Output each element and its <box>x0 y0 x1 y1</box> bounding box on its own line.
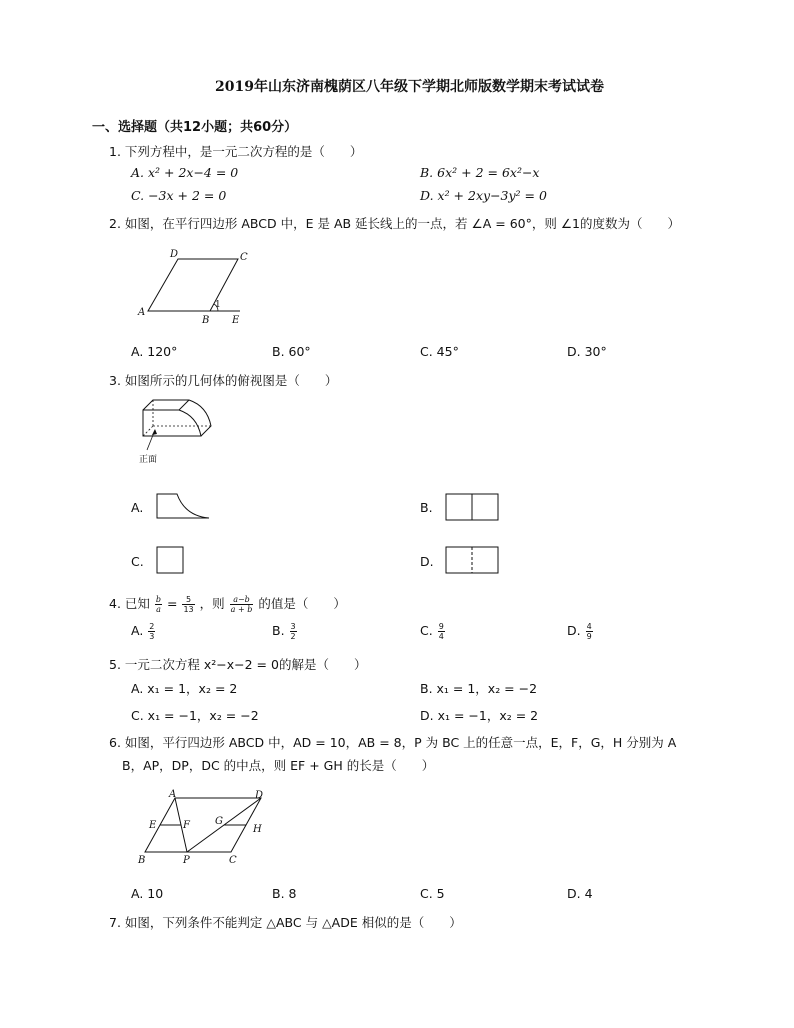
q6-label-e: E <box>149 820 157 831</box>
q5-option-a: A. x₁ = 1，x₂ = 2 <box>131 681 238 696</box>
question-4-text <box>109 594 346 614</box>
q2-label-d: D <box>170 249 179 260</box>
q6-parallelogram-figure <box>135 788 275 868</box>
q2-label-a: A <box>138 307 146 318</box>
q4-option-b-fraction: $\frac{3}{2}$ <box>290 622 296 641</box>
q4-option-b: B. $\frac{3}{2}$ <box>272 622 296 641</box>
q4-option-a: A. $\frac{2}{3}$ <box>131 622 155 641</box>
q4-option-c-fraction: $\frac{9}{4}$ <box>438 622 444 641</box>
q6-option-b: B. 8 <box>272 886 297 901</box>
q2-option-b: B. 60° <box>272 344 311 359</box>
q5-option-d: D. x₁ = −1，x₂ = 2 <box>420 708 539 723</box>
q3-option-b: B. <box>420 500 433 515</box>
q2-label-e: E <box>232 315 240 326</box>
question-2-text: 2. 如图，在平行四边形 ABCD 中，E 是 AB 延长线上的一点，若 ∠A = 60°，则 ∠1的度数为（ ） <box>109 216 680 231</box>
q3-option-c: C. <box>131 554 144 569</box>
q4-fraction-b-over-a: $\frac{b}{a}$ <box>155 595 162 614</box>
q1-option-c: C. −3x + 2 = 0 <box>131 188 227 203</box>
q4-option-d-fraction: $\frac{4}{9}$ <box>586 622 592 641</box>
q6-label-b: B <box>138 855 146 866</box>
q3-front-label: 正面 <box>139 455 158 465</box>
q6-label-d: D <box>255 790 264 801</box>
q1-option-b: B. 6x² + 2 = 6x²−x <box>420 165 540 180</box>
q6-label-g: G <box>215 816 223 827</box>
q4-prefix: 4. 已知 <box>109 596 150 611</box>
q3-option-d: D. <box>420 554 434 569</box>
q1-option-a: A. x² + 2x−4 = 0 <box>131 165 239 180</box>
q3-option-c-shape <box>155 545 187 577</box>
q3-option-b-shape <box>444 492 500 522</box>
q4-middle: ，则 <box>199 596 225 611</box>
q2-label-angle1: 1 <box>215 300 221 310</box>
q4-option-c: C. $\frac{9}{4}$ <box>420 622 444 641</box>
q3-solid-figure <box>135 394 220 466</box>
q5-option-b: B. x₁ = 1，x₂ = −2 <box>420 681 538 696</box>
q3-option-d-shape <box>444 545 500 577</box>
q1-option-d: D. x² + 2xy−3y² = 0 <box>420 188 547 203</box>
question-1-text: 1. 下列方程中，是一元二次方程的是（ ） <box>109 144 363 159</box>
q6-label-a: A <box>169 789 177 800</box>
q6-option-a: A. 10 <box>131 886 164 901</box>
q4-suffix: 的值是（ ） <box>258 596 346 611</box>
page-title: 2019年山东济南槐荫区八年级下学期北师版数学期末考试试卷 <box>215 79 604 95</box>
q2-option-c: C. 45° <box>420 344 459 359</box>
q4-equals: = <box>167 596 178 611</box>
q3-option-a: A. <box>131 500 144 515</box>
q2-label-b: B <box>202 315 210 326</box>
q5-option-c: C. x₁ = −1，x₂ = −2 <box>131 708 259 723</box>
q4-fraction-5-over-13: $\frac{5}{13}$ <box>183 595 194 614</box>
q2-parallelogram-figure <box>130 245 260 330</box>
q6-label-h: H <box>253 824 262 835</box>
question-3-text: 3. 如图所示的几何体的俯视图是（ ） <box>109 373 338 388</box>
q4-option-a-fraction: $\frac{2}{3}$ <box>149 622 155 641</box>
q6-label-c: C <box>229 855 237 866</box>
q6-label-f: F <box>183 820 190 831</box>
section-heading: 一、选择题（共12小题；共60分） <box>92 120 298 135</box>
q6-option-c: C. 5 <box>420 886 445 901</box>
question-6-line-1: 6. 如图，平行四边形 ABCD 中，AD = 10，AB = 8，P 为 BC 上的任意一点，E，F，G，H 分别为 A <box>109 735 677 750</box>
q2-label-c: C <box>240 252 248 263</box>
q3-option-a-shape <box>155 492 215 522</box>
q4-option-d: D. $\frac{4}{9}$ <box>567 622 592 641</box>
q6-option-d: D. 4 <box>567 886 593 901</box>
q4-fraction-expression: $\frac{a-b}{a + b}$ <box>230 595 253 614</box>
q2-option-a: A. 120° <box>131 344 178 359</box>
q6-label-p: P <box>183 855 190 866</box>
q2-option-d: D. 30° <box>567 344 607 359</box>
question-6-line-2: B，AP，DP，DC 的中点，则 EF + GH 的长是（ ） <box>122 758 435 773</box>
question-7-text: 7. 如图，下列条件不能判定 △ABC 与 △ADE 相似的是（ ） <box>109 915 462 930</box>
question-5-text: 5. 一元二次方程 x²−x−2 = 0的解是（ ） <box>109 657 367 672</box>
